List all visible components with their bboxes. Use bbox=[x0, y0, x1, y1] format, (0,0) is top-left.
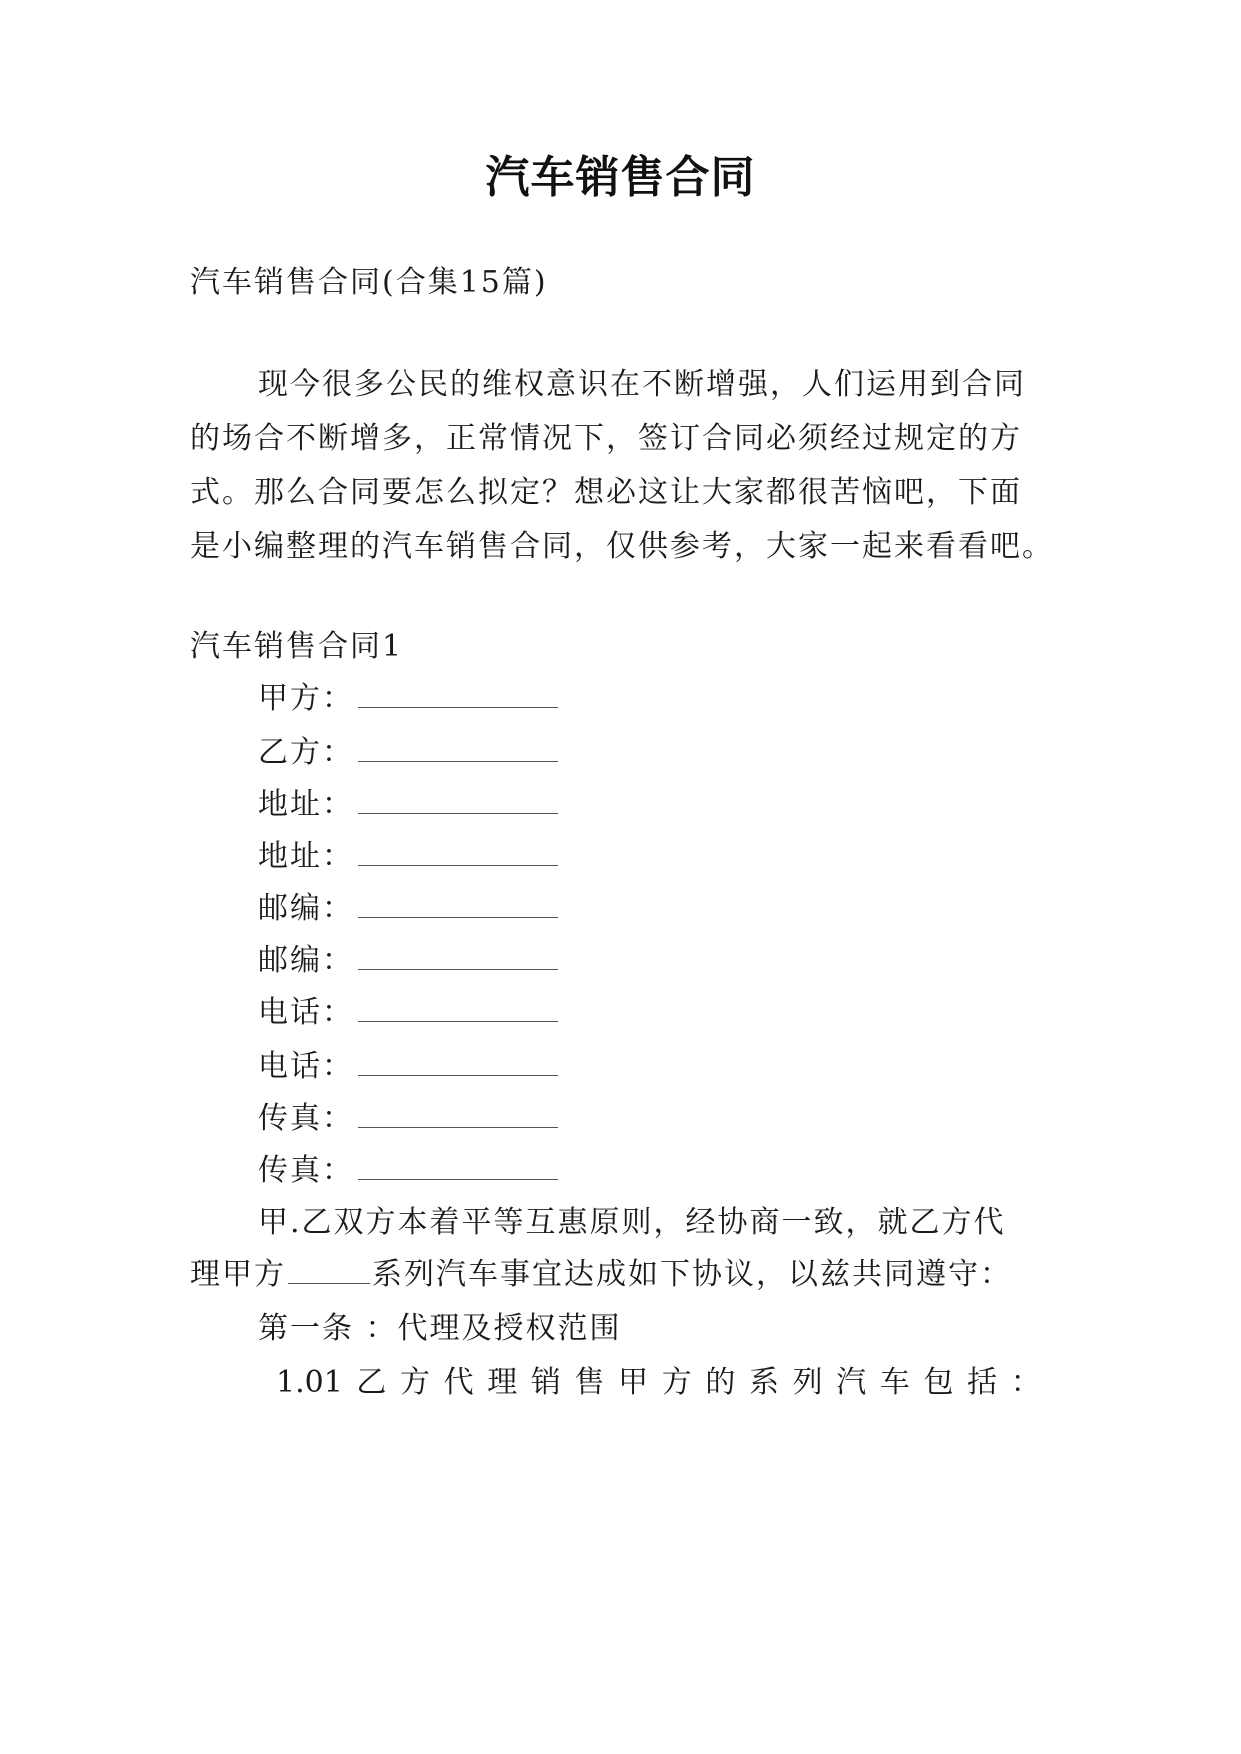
field-address-a bbox=[258, 782, 558, 828]
clause-glyph: 销 bbox=[530, 1365, 561, 1400]
fill-blank bbox=[358, 677, 558, 708]
clause-glyph: 1.01 bbox=[276, 1365, 343, 1400]
clause-glyph: 系 bbox=[749, 1365, 780, 1400]
field-label: 传真： bbox=[258, 1153, 354, 1188]
intro-line-4: 是小编整理的汽车销售合同，仅供参考，大家一起来看看吧。 bbox=[190, 529, 1054, 564]
field-fax-b bbox=[258, 1148, 558, 1194]
clause-glyph: 甲 bbox=[618, 1365, 649, 1400]
fill-blank bbox=[358, 1149, 558, 1180]
field-label: 甲方： bbox=[258, 681, 354, 716]
clause-glyph: 售 bbox=[574, 1365, 605, 1400]
intro-line-1: 现今很多公民的维权意识在不断增强，人们运用到合同 bbox=[258, 367, 1026, 402]
field-phone-b bbox=[258, 1044, 558, 1090]
clause-glyph: 括 bbox=[967, 1365, 998, 1400]
document-subtitle: 汽车销售合同(合集15篇) bbox=[190, 265, 548, 300]
field-label: 电话： bbox=[258, 995, 354, 1030]
field-label: 地址： bbox=[258, 787, 354, 822]
intro-line-3: 式。那么合同要怎么拟定？想必这让大家都很苦恼吧，下面 bbox=[190, 475, 1022, 510]
field-label: 邮编： bbox=[258, 891, 354, 926]
fill-blank bbox=[358, 1045, 558, 1076]
field-label: 传真： bbox=[258, 1101, 354, 1136]
field-address-b bbox=[258, 834, 558, 880]
clause-glyph: 汽 bbox=[836, 1365, 867, 1400]
fill-blank bbox=[358, 1097, 558, 1128]
clause-glyph: 列 bbox=[792, 1365, 823, 1400]
intro-line-2: 的场合不断增多，正常情况下，签订合同必须经过规定的方 bbox=[190, 421, 1022, 456]
series-blank bbox=[288, 1253, 370, 1284]
agreement-line-2-suffix: 系列汽车事宜达成如下协议，以兹共同遵守： bbox=[372, 1257, 1012, 1292]
field-label: 乙方： bbox=[258, 735, 354, 770]
fill-blank bbox=[358, 835, 558, 866]
clause-glyph: 代 bbox=[443, 1365, 474, 1400]
clause-glyph: 乙 bbox=[356, 1365, 387, 1400]
fill-blank bbox=[358, 731, 558, 762]
field-party-a bbox=[258, 676, 558, 722]
agreement-line-2-prefix: 理甲方 bbox=[190, 1257, 286, 1292]
clause-glyph: 车 bbox=[879, 1365, 910, 1400]
field-postcode-a bbox=[258, 886, 558, 932]
fill-blank bbox=[358, 991, 558, 1022]
clause-glyph: 的 bbox=[705, 1365, 736, 1400]
field-fax-a bbox=[258, 1096, 558, 1142]
section-heading: 汽车销售合同1 bbox=[190, 629, 404, 664]
agreement-line-2 bbox=[190, 1252, 1060, 1298]
field-phone-a bbox=[258, 990, 558, 1036]
field-label: 邮编： bbox=[258, 943, 354, 978]
field-label: 电话： bbox=[258, 1049, 354, 1084]
agreement-line-1: 甲.乙双方本着平等互惠原则，经协商一致，就乙方代 bbox=[258, 1205, 1006, 1240]
clause-glyph: 方 bbox=[400, 1365, 431, 1400]
field-party-b bbox=[258, 730, 558, 776]
clause-1-01 bbox=[276, 1360, 1041, 1406]
clause-glyph: 包 bbox=[923, 1365, 954, 1400]
clause-glyph: ： bbox=[1010, 1365, 1041, 1400]
fill-blank bbox=[358, 887, 558, 918]
clause-glyph: 理 bbox=[487, 1365, 518, 1400]
fill-blank bbox=[358, 783, 558, 814]
field-label: 地址： bbox=[258, 839, 354, 874]
document-title: 汽车销售合同 bbox=[485, 152, 756, 203]
fill-blank bbox=[358, 939, 558, 970]
article-1-heading: 第一条 ：代理及授权范围 bbox=[258, 1311, 622, 1346]
field-postcode-b bbox=[258, 938, 558, 984]
clause-glyph: 方 bbox=[661, 1365, 692, 1400]
